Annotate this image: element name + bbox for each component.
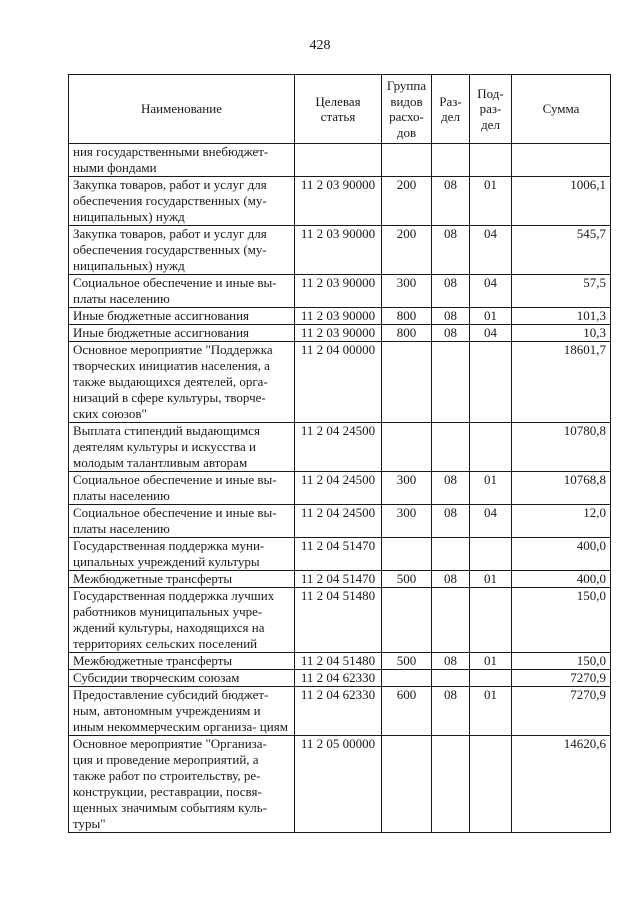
table-row — [69, 670, 611, 687]
cell-expense-group — [382, 538, 432, 571]
cell-subsection — [470, 538, 512, 571]
cell-section — [432, 144, 470, 177]
cell-subsection: 01 — [470, 308, 512, 325]
cell-section — [432, 670, 470, 687]
table-body — [69, 144, 611, 833]
cell-amount: 400,0 — [512, 538, 611, 571]
table-row — [69, 687, 611, 736]
cell-amount: 7270,9 — [512, 687, 611, 736]
cell-target-article: 11 2 04 24500 — [295, 505, 382, 538]
cell-name: Иные бюджетные ассигнования — [69, 308, 295, 325]
cell-amount: 7270,9 — [512, 670, 611, 687]
cell-target-article: 11 2 04 24500 — [295, 472, 382, 505]
cell-expense-group: 200 — [382, 226, 432, 275]
table-row — [69, 325, 611, 342]
table-row — [69, 736, 611, 833]
cell-expense-group: 500 — [382, 653, 432, 670]
cell-section: 08 — [432, 653, 470, 670]
page-number: 428 — [309, 38, 331, 53]
cell-name: Государственная поддержка лучших работников муниципальных учре- ждений культуры, находящихся на территориях сельских поселений — [69, 588, 295, 653]
cell-amount: 1006,1 — [512, 177, 611, 226]
cell-amount: 150,0 — [512, 653, 611, 670]
table-row — [69, 588, 611, 653]
table-row — [69, 472, 611, 505]
cell-subsection — [470, 423, 512, 472]
table-row — [69, 226, 611, 275]
cell-section: 08 — [432, 275, 470, 308]
cell-subsection: 01 — [470, 571, 512, 588]
cell-target-article — [295, 144, 382, 177]
table-row — [69, 538, 611, 571]
cell-section: 08 — [432, 177, 470, 226]
cell-name: Закупка товаров, работ и услуг для обеспечения государственных (му- ниципальных) нужд — [69, 177, 295, 226]
cell-amount: 150,0 — [512, 588, 611, 653]
cell-name: Социальное обеспечение и иные вы- платы населению — [69, 505, 295, 538]
cell-target-article: 11 2 04 62330 — [295, 670, 382, 687]
cell-section: 08 — [432, 571, 470, 588]
cell-subsection — [470, 342, 512, 423]
cell-expense-group — [382, 736, 432, 833]
cell-target-article: 11 2 04 51480 — [295, 653, 382, 670]
cell-name: ния государственными внебюджет- ными фондами — [69, 144, 295, 177]
cell-subsection: 01 — [470, 687, 512, 736]
cell-target-article: 11 2 03 90000 — [295, 226, 382, 275]
header-subsection: Под- раз- дел — [470, 75, 512, 144]
header-row — [69, 75, 611, 144]
cell-section — [432, 736, 470, 833]
cell-expense-group: 300 — [382, 472, 432, 505]
cell-expense-group: 300 — [382, 505, 432, 538]
cell-subsection — [470, 736, 512, 833]
cell-amount: 10,3 — [512, 325, 611, 342]
table-row — [69, 653, 611, 670]
cell-target-article: 11 2 04 51470 — [295, 571, 382, 588]
cell-expense-group — [382, 423, 432, 472]
cell-subsection: 04 — [470, 275, 512, 308]
table-row — [69, 342, 611, 423]
cell-amount: 18601,7 — [512, 342, 611, 423]
cell-expense-group — [382, 342, 432, 423]
cell-expense-group: 500 — [382, 571, 432, 588]
budget-table — [68, 74, 611, 833]
cell-expense-group: 800 — [382, 308, 432, 325]
cell-amount: 14620,6 — [512, 736, 611, 833]
cell-section: 08 — [432, 308, 470, 325]
cell-section: 08 — [432, 226, 470, 275]
cell-target-article: 11 2 03 90000 — [295, 177, 382, 226]
header-expense-group: Группа видов расхо- дов — [382, 75, 432, 144]
cell-amount: 400,0 — [512, 571, 611, 588]
cell-name: Основное мероприятие "Организа- ция и проведение мероприятий, а также работ по строительству, ре- конструкции, реставрации, посвя- щенных значимым событиям куль- туры" — [69, 736, 295, 833]
cell-section — [432, 538, 470, 571]
cell-target-article: 11 2 04 62330 — [295, 687, 382, 736]
cell-subsection: 01 — [470, 177, 512, 226]
table-row — [69, 177, 611, 226]
cell-amount: 12,0 — [512, 505, 611, 538]
table-row — [69, 505, 611, 538]
table-row — [69, 308, 611, 325]
table-row — [69, 144, 611, 177]
cell-amount: 101,3 — [512, 308, 611, 325]
cell-name: Межбюджетные трансферты — [69, 571, 295, 588]
cell-subsection: 04 — [470, 505, 512, 538]
cell-target-article: 11 2 04 51480 — [295, 588, 382, 653]
cell-section — [432, 423, 470, 472]
header-amount: Сумма — [512, 75, 611, 144]
cell-section: 08 — [432, 472, 470, 505]
cell-subsection — [470, 588, 512, 653]
cell-amount: 10768,8 — [512, 472, 611, 505]
cell-subsection: 04 — [470, 226, 512, 275]
cell-target-article: 11 2 03 90000 — [295, 308, 382, 325]
cell-subsection: 01 — [470, 472, 512, 505]
cell-target-article: 11 2 04 24500 — [295, 423, 382, 472]
cell-expense-group: 300 — [382, 275, 432, 308]
cell-subsection — [470, 144, 512, 177]
cell-expense-group: 600 — [382, 687, 432, 736]
cell-name: Закупка товаров, работ и услуг для обеспечения государственных (му- ниципальных) нужд — [69, 226, 295, 275]
cell-name: Иные бюджетные ассигнования — [69, 325, 295, 342]
cell-section: 08 — [432, 687, 470, 736]
cell-target-article: 11 2 04 00000 — [295, 342, 382, 423]
cell-section: 08 — [432, 325, 470, 342]
cell-section — [432, 342, 470, 423]
cell-name: Социальное обеспечение и иные вы- платы населению — [69, 275, 295, 308]
cell-amount: 57,5 — [512, 275, 611, 308]
cell-section: 08 — [432, 505, 470, 538]
header-target-article: Целевая статья — [295, 75, 382, 144]
cell-section — [432, 588, 470, 653]
cell-subsection: 04 — [470, 325, 512, 342]
header-name: Наименование — [69, 75, 295, 144]
cell-expense-group — [382, 588, 432, 653]
cell-name: Выплата стипендий выдающимся деятелям культуры и искусства и молодым талантливым авторам — [69, 423, 295, 472]
cell-subsection: 01 — [470, 653, 512, 670]
table-row — [69, 275, 611, 308]
cell-name: Межбюджетные трансферты — [69, 653, 295, 670]
cell-amount: 10780,8 — [512, 423, 611, 472]
cell-amount — [512, 144, 611, 177]
header-section: Раз- дел — [432, 75, 470, 144]
cell-name: Субсидии творческим союзам — [69, 670, 295, 687]
cell-name: Государственная поддержка муни- ципальных учреждений культуры — [69, 538, 295, 571]
cell-name: Основное мероприятие "Поддержка творческих инициатив населения, а также выдающихся деятелей, орга- низаций в сфере культуры, творче- ских союзов" — [69, 342, 295, 423]
cell-expense-group — [382, 670, 432, 687]
cell-subsection — [470, 670, 512, 687]
cell-target-article: 11 2 03 90000 — [295, 325, 382, 342]
table-row — [69, 423, 611, 472]
cell-target-article: 11 2 04 51470 — [295, 538, 382, 571]
cell-name: Предоставление субсидий бюджет- ным, автономным учреждениям и иным некоммерческим организа- циям — [69, 687, 295, 736]
cell-expense-group: 800 — [382, 325, 432, 342]
cell-target-article: 11 2 03 90000 — [295, 275, 382, 308]
cell-target-article: 11 2 05 00000 — [295, 736, 382, 833]
cell-expense-group — [382, 144, 432, 177]
cell-expense-group: 200 — [382, 177, 432, 226]
cell-name: Социальное обеспечение и иные вы- платы населению — [69, 472, 295, 505]
cell-amount: 545,7 — [512, 226, 611, 275]
table-row — [69, 571, 611, 588]
